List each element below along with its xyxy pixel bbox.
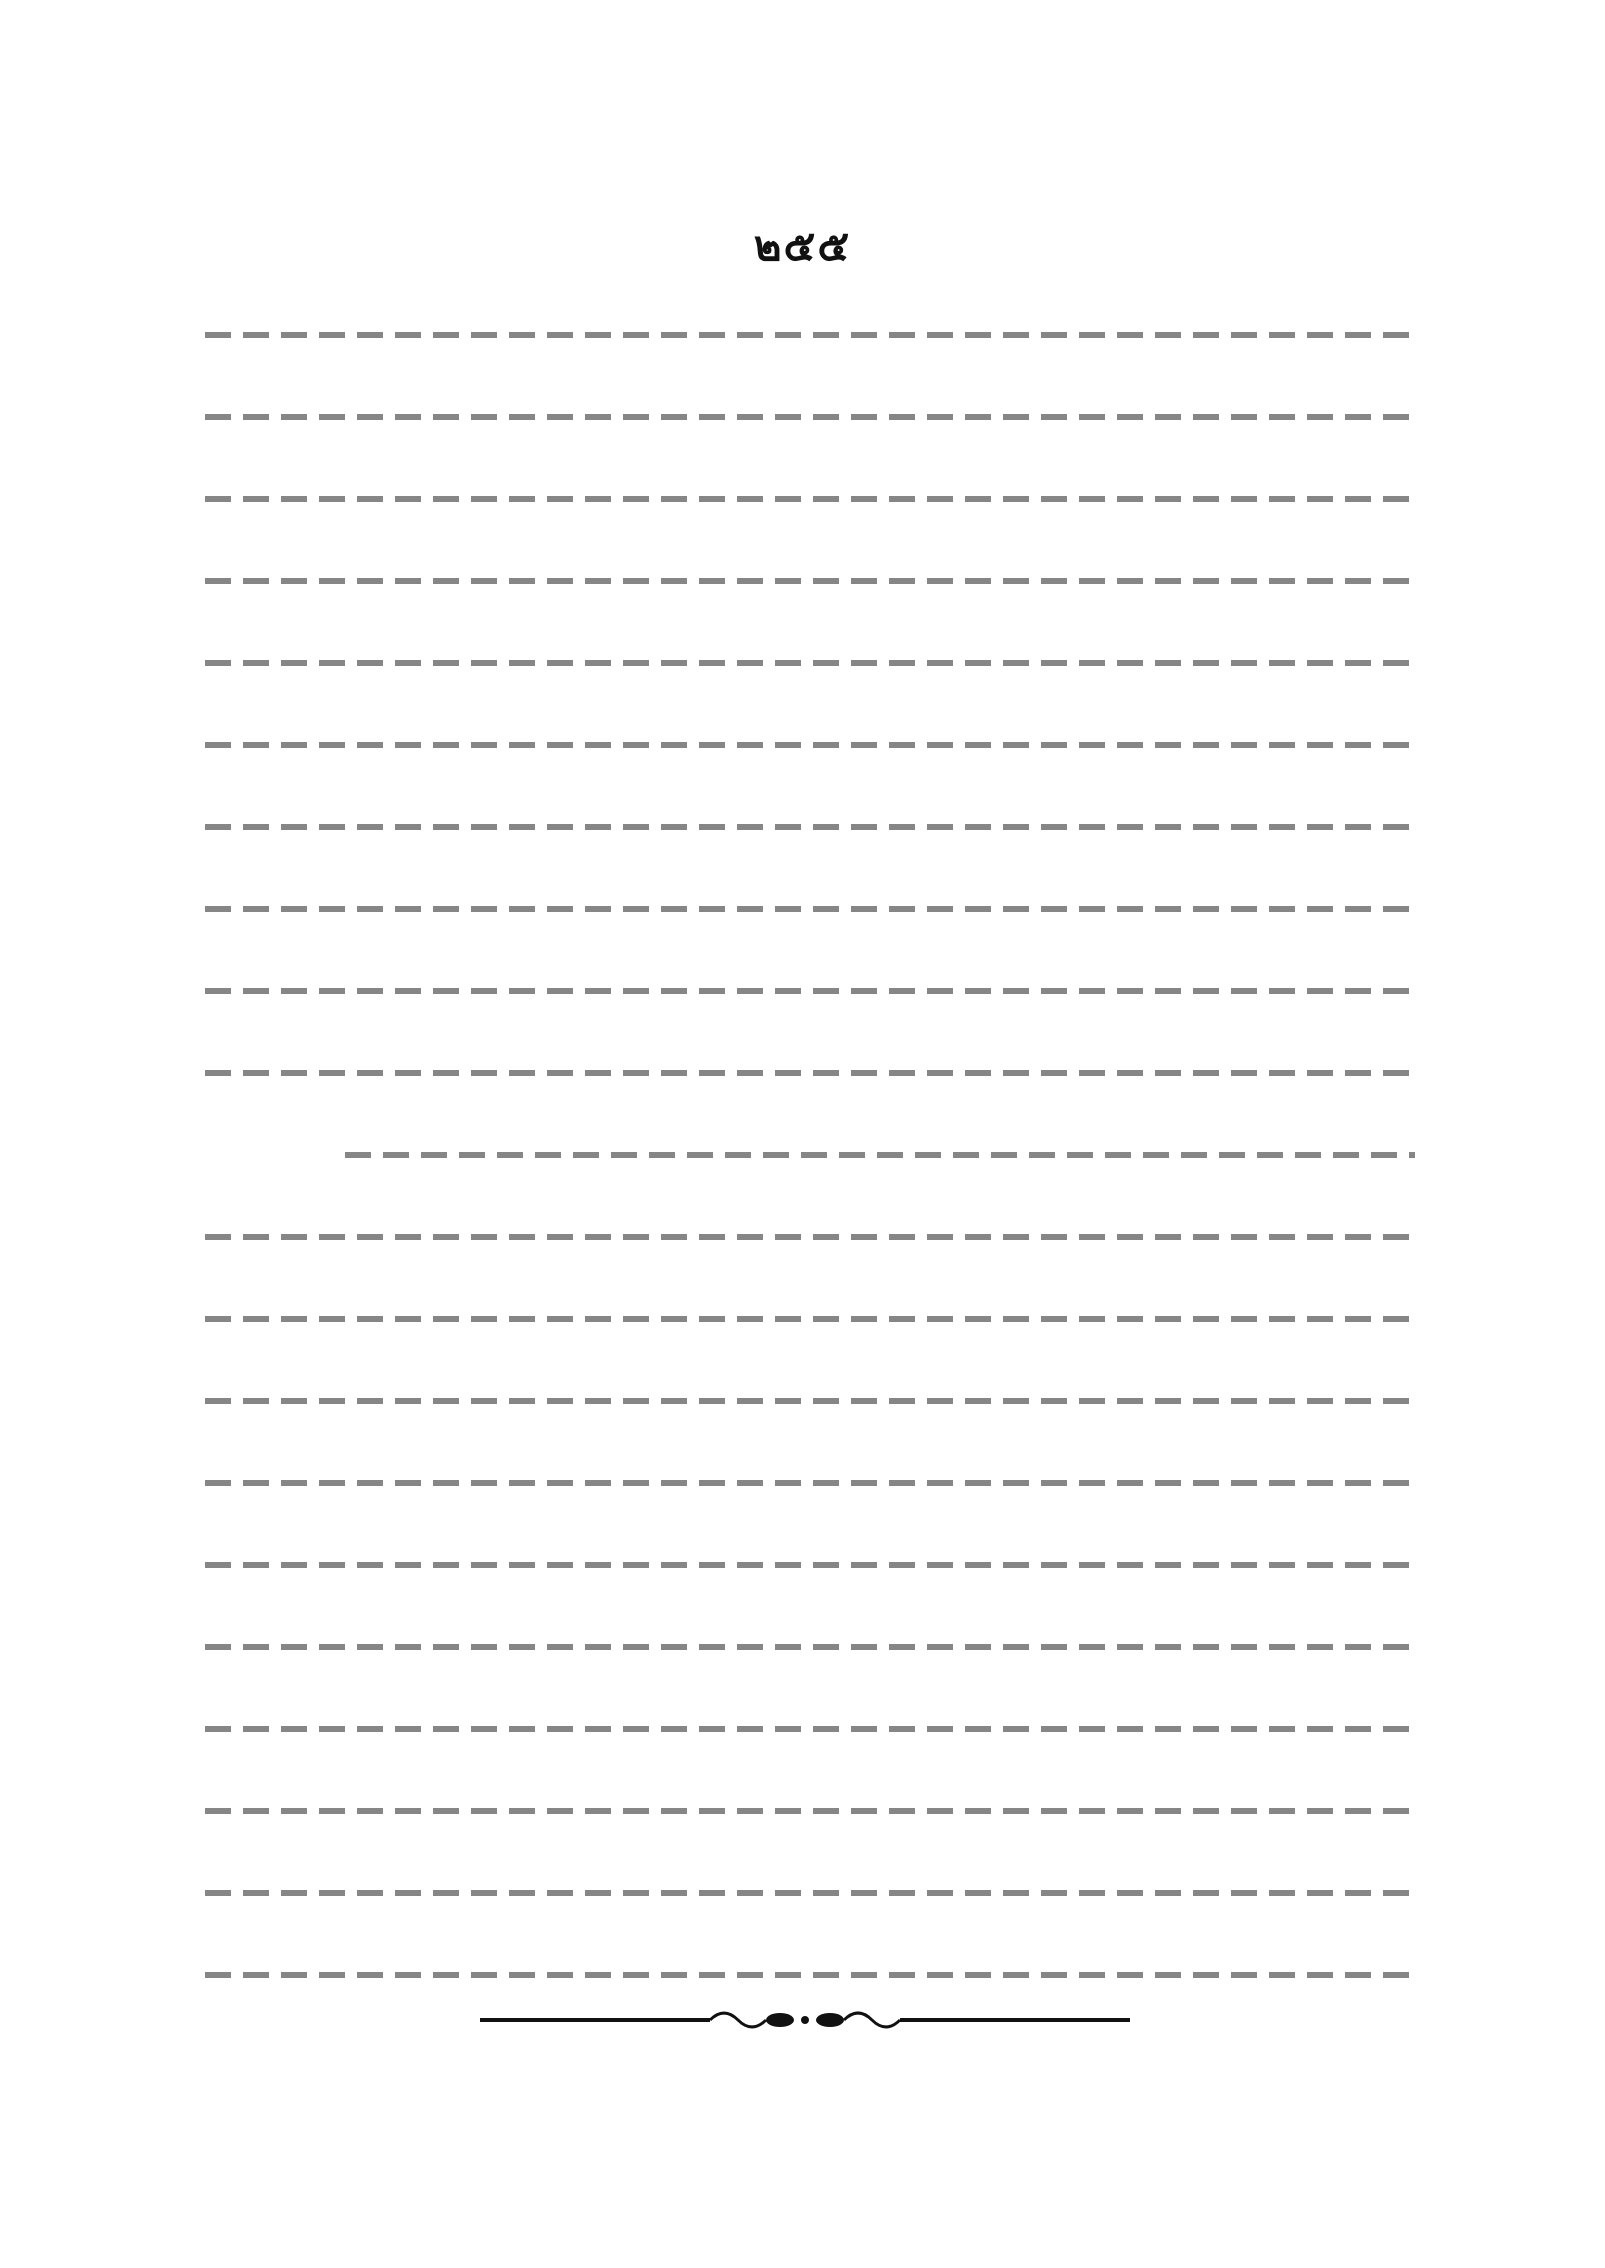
paragraph-1-line-10 — [205, 1028, 1415, 1110]
illegible-line-placeholder — [205, 660, 1415, 666]
page-number: ๒๕๕ — [753, 221, 852, 270]
paragraph-1-line-7 — [205, 782, 1415, 864]
paragraph-2-line-6 — [205, 1520, 1415, 1602]
paragraph-2-line-8 — [205, 1684, 1415, 1766]
illegible-line-placeholder — [205, 1234, 1415, 1240]
illegible-line-placeholder — [205, 1070, 1415, 1076]
paragraph-2-line-3 — [205, 1274, 1415, 1356]
illegible-line-placeholder — [205, 988, 1415, 994]
illegible-line-placeholder — [345, 1152, 1415, 1158]
paragraph-2-line-5 — [205, 1438, 1415, 1520]
paragraph-2-line-1 — [205, 1110, 1415, 1192]
paragraph-2-line-7 — [205, 1602, 1415, 1684]
body-text — [205, 290, 1415, 2012]
illegible-line-placeholder — [205, 496, 1415, 502]
paragraph-1-line-6 — [205, 700, 1415, 782]
paragraph-2-line-10 — [205, 1848, 1415, 1930]
illegible-line-placeholder — [205, 742, 1415, 748]
illegible-line-placeholder — [205, 824, 1415, 830]
illegible-line-placeholder — [205, 1398, 1415, 1404]
paragraph-2-line-2 — [205, 1192, 1415, 1274]
paragraph-1-line-1 — [205, 290, 1415, 372]
illegible-line-placeholder — [205, 578, 1415, 584]
illegible-line-placeholder — [205, 1726, 1415, 1732]
illegible-line-placeholder — [205, 1644, 1415, 1650]
illegible-line-placeholder — [205, 1972, 1415, 1978]
closing-flourish-ornament — [480, 2000, 1130, 2040]
illegible-line-placeholder — [205, 1890, 1415, 1896]
paragraph-1-line-2 — [205, 372, 1415, 454]
paragraph-1-line-5 — [205, 618, 1415, 700]
paragraph-2-line-9 — [205, 1766, 1415, 1848]
paragraph-1-line-8 — [205, 864, 1415, 946]
paragraph-1-line-3 — [205, 454, 1415, 536]
illegible-line-placeholder — [205, 906, 1415, 912]
paragraph-2-line-4 — [205, 1356, 1415, 1438]
illegible-line-placeholder — [205, 332, 1415, 338]
illegible-line-placeholder — [205, 1562, 1415, 1568]
illegible-line-placeholder — [205, 1808, 1415, 1814]
illegible-line-placeholder — [205, 1316, 1415, 1322]
illegible-line-placeholder — [205, 414, 1415, 420]
paragraph-1-line-9 — [205, 946, 1415, 1028]
illegible-line-placeholder — [205, 1480, 1415, 1486]
paragraph-1-line-4 — [205, 536, 1415, 618]
